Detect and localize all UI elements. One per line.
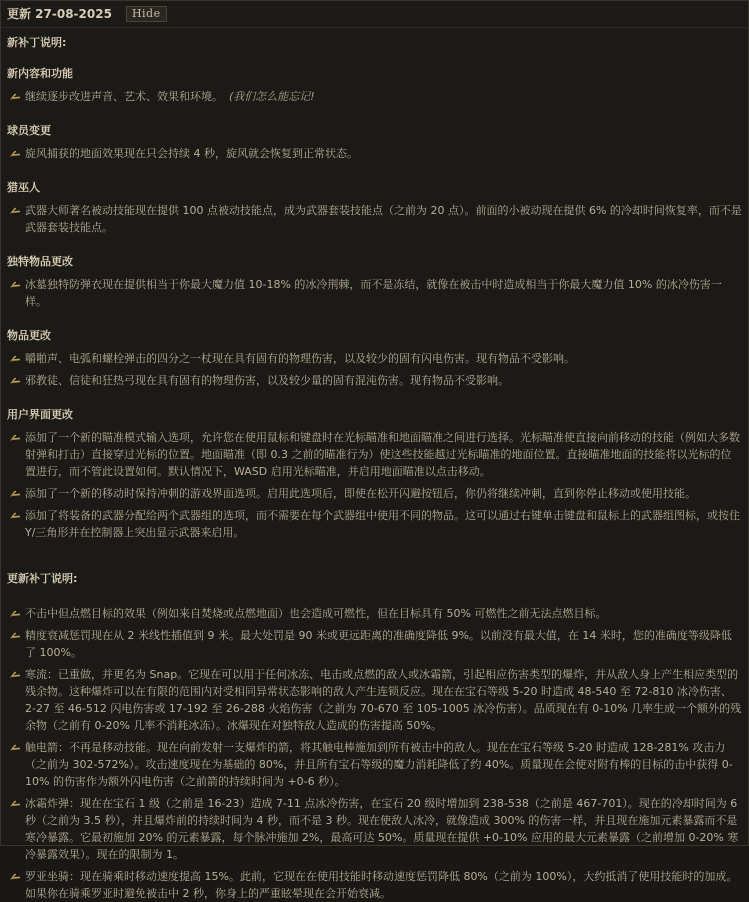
section-items (7, 429, 742, 541)
item-text (25, 145, 742, 162)
list-item (7, 350, 742, 367)
item-text (25, 202, 742, 236)
arrow-bullet-icon (7, 202, 25, 218)
list-item (7, 507, 742, 541)
update-date: 更新 27-08-2025 (7, 6, 112, 21)
arrow-bullet-icon (7, 276, 25, 292)
section-items (7, 145, 742, 162)
new-patch-notes-title: 新补丁说明: (7, 36, 67, 49)
update-items-list (7, 605, 742, 902)
item-text-main: 冰墓独特防弹衣现在提供相当于你最大魔力值 10-18% 的冰冷荆棘，而不是冻结，就像在被击中时造成相当于你最大魔力值 10% 的冰冷伤害一样。 (25, 278, 722, 308)
section-items (7, 350, 742, 389)
hide-button[interactable]: Hide (126, 6, 167, 22)
list-item (7, 605, 742, 622)
list-item (7, 276, 742, 310)
list-item (7, 666, 742, 734)
patch-notes-content (1, 28, 748, 902)
section (7, 327, 742, 389)
list-item (7, 868, 742, 902)
item-text (25, 276, 742, 310)
arrow-bullet-icon (7, 666, 25, 682)
item-text (25, 350, 742, 367)
arrow-bullet-icon (7, 429, 25, 445)
item-text (25, 429, 742, 480)
item-text-main: 武器大师著名被动技能现在提供 100 点被动技能点，成为武器套装技能点（之前为 20 点）。前面的小被动现在提供 6% 的冷却时间恢复率，而不是武器套装技能点。 (25, 204, 742, 234)
list-item (7, 795, 742, 863)
item-text (25, 795, 742, 863)
list-item (7, 739, 742, 790)
item-text-main: 精度衰减惩罚现在从 2 米线性插值到 9 米。最大处罚是 90 米或更远距离的准确度降低 9%。以前没有最大值，在 14 米时，您的准确度等级降低了 100%。 (25, 629, 732, 659)
item-text (25, 627, 742, 661)
section-heading: 新内容和功能 (7, 67, 73, 80)
item-text (25, 605, 742, 622)
item-text-main: 旋风捕获的地面效果现在只会持续 4 秒，旋风就会恢复到正常状态。 (25, 147, 358, 160)
item-text (25, 88, 742, 105)
section (7, 179, 742, 236)
section-heading: 独特物品更改 (7, 255, 73, 268)
item-text-main: 罗亚坐骑：现在骑乘时移动速度提高 15%。此前，它现在在使用技能时移动速度惩罚降低 80%（之前为 100%），大约抵消了使用技能时的加成。如果你在骑乘罗亚时避免被击中 2 秒，你身上的严重眩晕现在会开始衰减。 (25, 870, 738, 900)
section (7, 122, 742, 162)
item-text-main: 添加了一个新的移动时保持冲刺的游戏界面选项。启用此选项后，即使在松开闪避按钮后，你仍将继续冲刺，直到你停止移动或使用技能。 (25, 487, 696, 500)
item-text-main: 不击中但点燃目标的效果（例如来自焚烧或点燃地面）也会造成可燃性，但在目标具有 50% 可燃性之前无法点燃目标。 (25, 607, 607, 620)
section-heading: 球员变更 (7, 124, 51, 137)
item-text-main: 冰霜炸弹：现在在宝石 1 级（之前是 16-23）造成 7-11 点冰冷伤害，在宝石 20 级时增加到 238-538（之前是 467-701）。现在的冷却时间为 6 秒（之前为 3.5 秒），并且爆炸前的持续时间为 4 秒，而不是 3 秒。现在使敌人冰冷，就像造成 300% 的伤害一样，并且现在施加元素暴露而不是寒冷暴露。它最初施加 20% 的元素暴露，每个脉冲施加 2%，最高可达 50%。质量现在提供 +0-10% 应用的最大元素暴露（之前增加 0-20% 寒冷暴露效果）。现在的限制为 1。 (25, 797, 739, 861)
item-text-main: 添加了一个新的瞄准模式输入选项，允许您在使用鼠标和键盘时在光标瞄准和地面瞄准之间进行选择。光标瞄准使直接向前移动的技能（例如大多数射弹和打击）直接穿过光标的位置。地面瞄准（即 0.3 之前的瞄准行为）使这些技能越过光标瞄准的地面位置。直接瞄准地面的技能将以光标的位置进行，而不管此设置如何。默认情况下，WASD 启用光标瞄准，并启用地面瞄准以点击移动。 (25, 431, 740, 478)
item-text-main: 添加了将装备的武器分配给两个武器组的选项，而不需要在每个武器组中使用不同的物品。这可以通过右键单击键盘和鼠标上的武器组图标，或按住 Y/三角形并在控制器上突出显示武器来启用。 (25, 509, 740, 539)
arrow-bullet-icon (7, 795, 25, 811)
item-text (25, 507, 742, 541)
item-text-main: 嚼啪声、电弧和螺栓弹击的四分之一杖现在具有固有的物理伤害，以及较少的固有闪电伤害。现有物品不受影响。 (25, 352, 575, 365)
arrow-bullet-icon (7, 145, 25, 161)
item-text-main: 邪教徒、信徒和狂热弓现在具有固有的物理伤害，以及较少量的固有混沌伤害。现有物品不受影响。 (25, 374, 509, 387)
section-items (7, 88, 742, 105)
list-item (7, 429, 742, 480)
item-text (25, 739, 742, 790)
section-heading: 物品更改 (7, 329, 51, 342)
section-items (7, 202, 742, 236)
section (7, 406, 742, 541)
arrow-bullet-icon (7, 485, 25, 501)
header-bar (1, 1, 748, 28)
arrow-bullet-icon (7, 372, 25, 388)
item-text (25, 485, 742, 502)
arrow-bullet-icon (7, 88, 25, 104)
item-text (25, 372, 742, 389)
arrow-bullet-icon (7, 350, 25, 366)
item-text-main: 寒流：已重做，并更名为 Snap。它现在可以用于任何冰冻、电击或点燃的敌人或冰霜箭，引起相应伤害类型的爆炸，并从敌人身上产生相应类型的残余物。这种爆炸可以在有限的范围内对受相同异常状态影响的敌人产生连锁反应。现在在宝石等级 5-20 时造成 48-540 至 72-810 冰冷伤害、2-27 至 46-512 闪电伤害或 17-192 至 26-288 火焰伤害（之前为 70-670 至 105-1005 冰冷伤害）。品质现在有 0-10% 几率生成一个额外的残余物（之前有 0-20% 几率不消耗冰冻）。冰爆现在对独特敌人造成的伤害提高 50%。 (25, 668, 742, 732)
list-item (7, 485, 742, 502)
arrow-bullet-icon (7, 507, 25, 523)
arrow-bullet-icon (7, 627, 25, 643)
item-text-main: 继续逐步改进声音、艺术、效果和环境。 (25, 90, 223, 103)
section (7, 65, 742, 105)
item-text (25, 666, 742, 734)
item-text-main: 触电箭：不再是移动技能。现在向前发射一支爆炸的箭，将其触电棒施加到所有被击中的敌人。现在在宝石等级 5-20 时造成 128-281% 攻击力（之前为 302-572%）。攻击速度现在为基础的 80%，并且所有宝石等级的魔力消耗降低了约 40%。质量现在会使对附有棒的目标的击中获得 0-10% 的伤害作为额外闪电伤害（之前箭的持续时间为 +0-6 秒）。 (25, 741, 733, 788)
section-items (7, 276, 742, 310)
list-item (7, 372, 742, 389)
arrow-bullet-icon (7, 605, 25, 621)
update-patch-notes-title: 更新补丁说明: (7, 572, 78, 585)
list-item (7, 145, 742, 162)
list-item (7, 202, 742, 236)
list-item (7, 88, 742, 105)
list-item (7, 627, 742, 661)
section-heading: 猎巫人 (7, 181, 40, 194)
section (7, 253, 742, 310)
arrow-bullet-icon (7, 868, 25, 884)
item-note: (我们怎么能忘记! (229, 90, 315, 103)
section-heading: 用户界面更改 (7, 408, 73, 421)
sections-container (7, 65, 742, 541)
arrow-bullet-icon (7, 739, 25, 755)
item-text (25, 868, 742, 902)
